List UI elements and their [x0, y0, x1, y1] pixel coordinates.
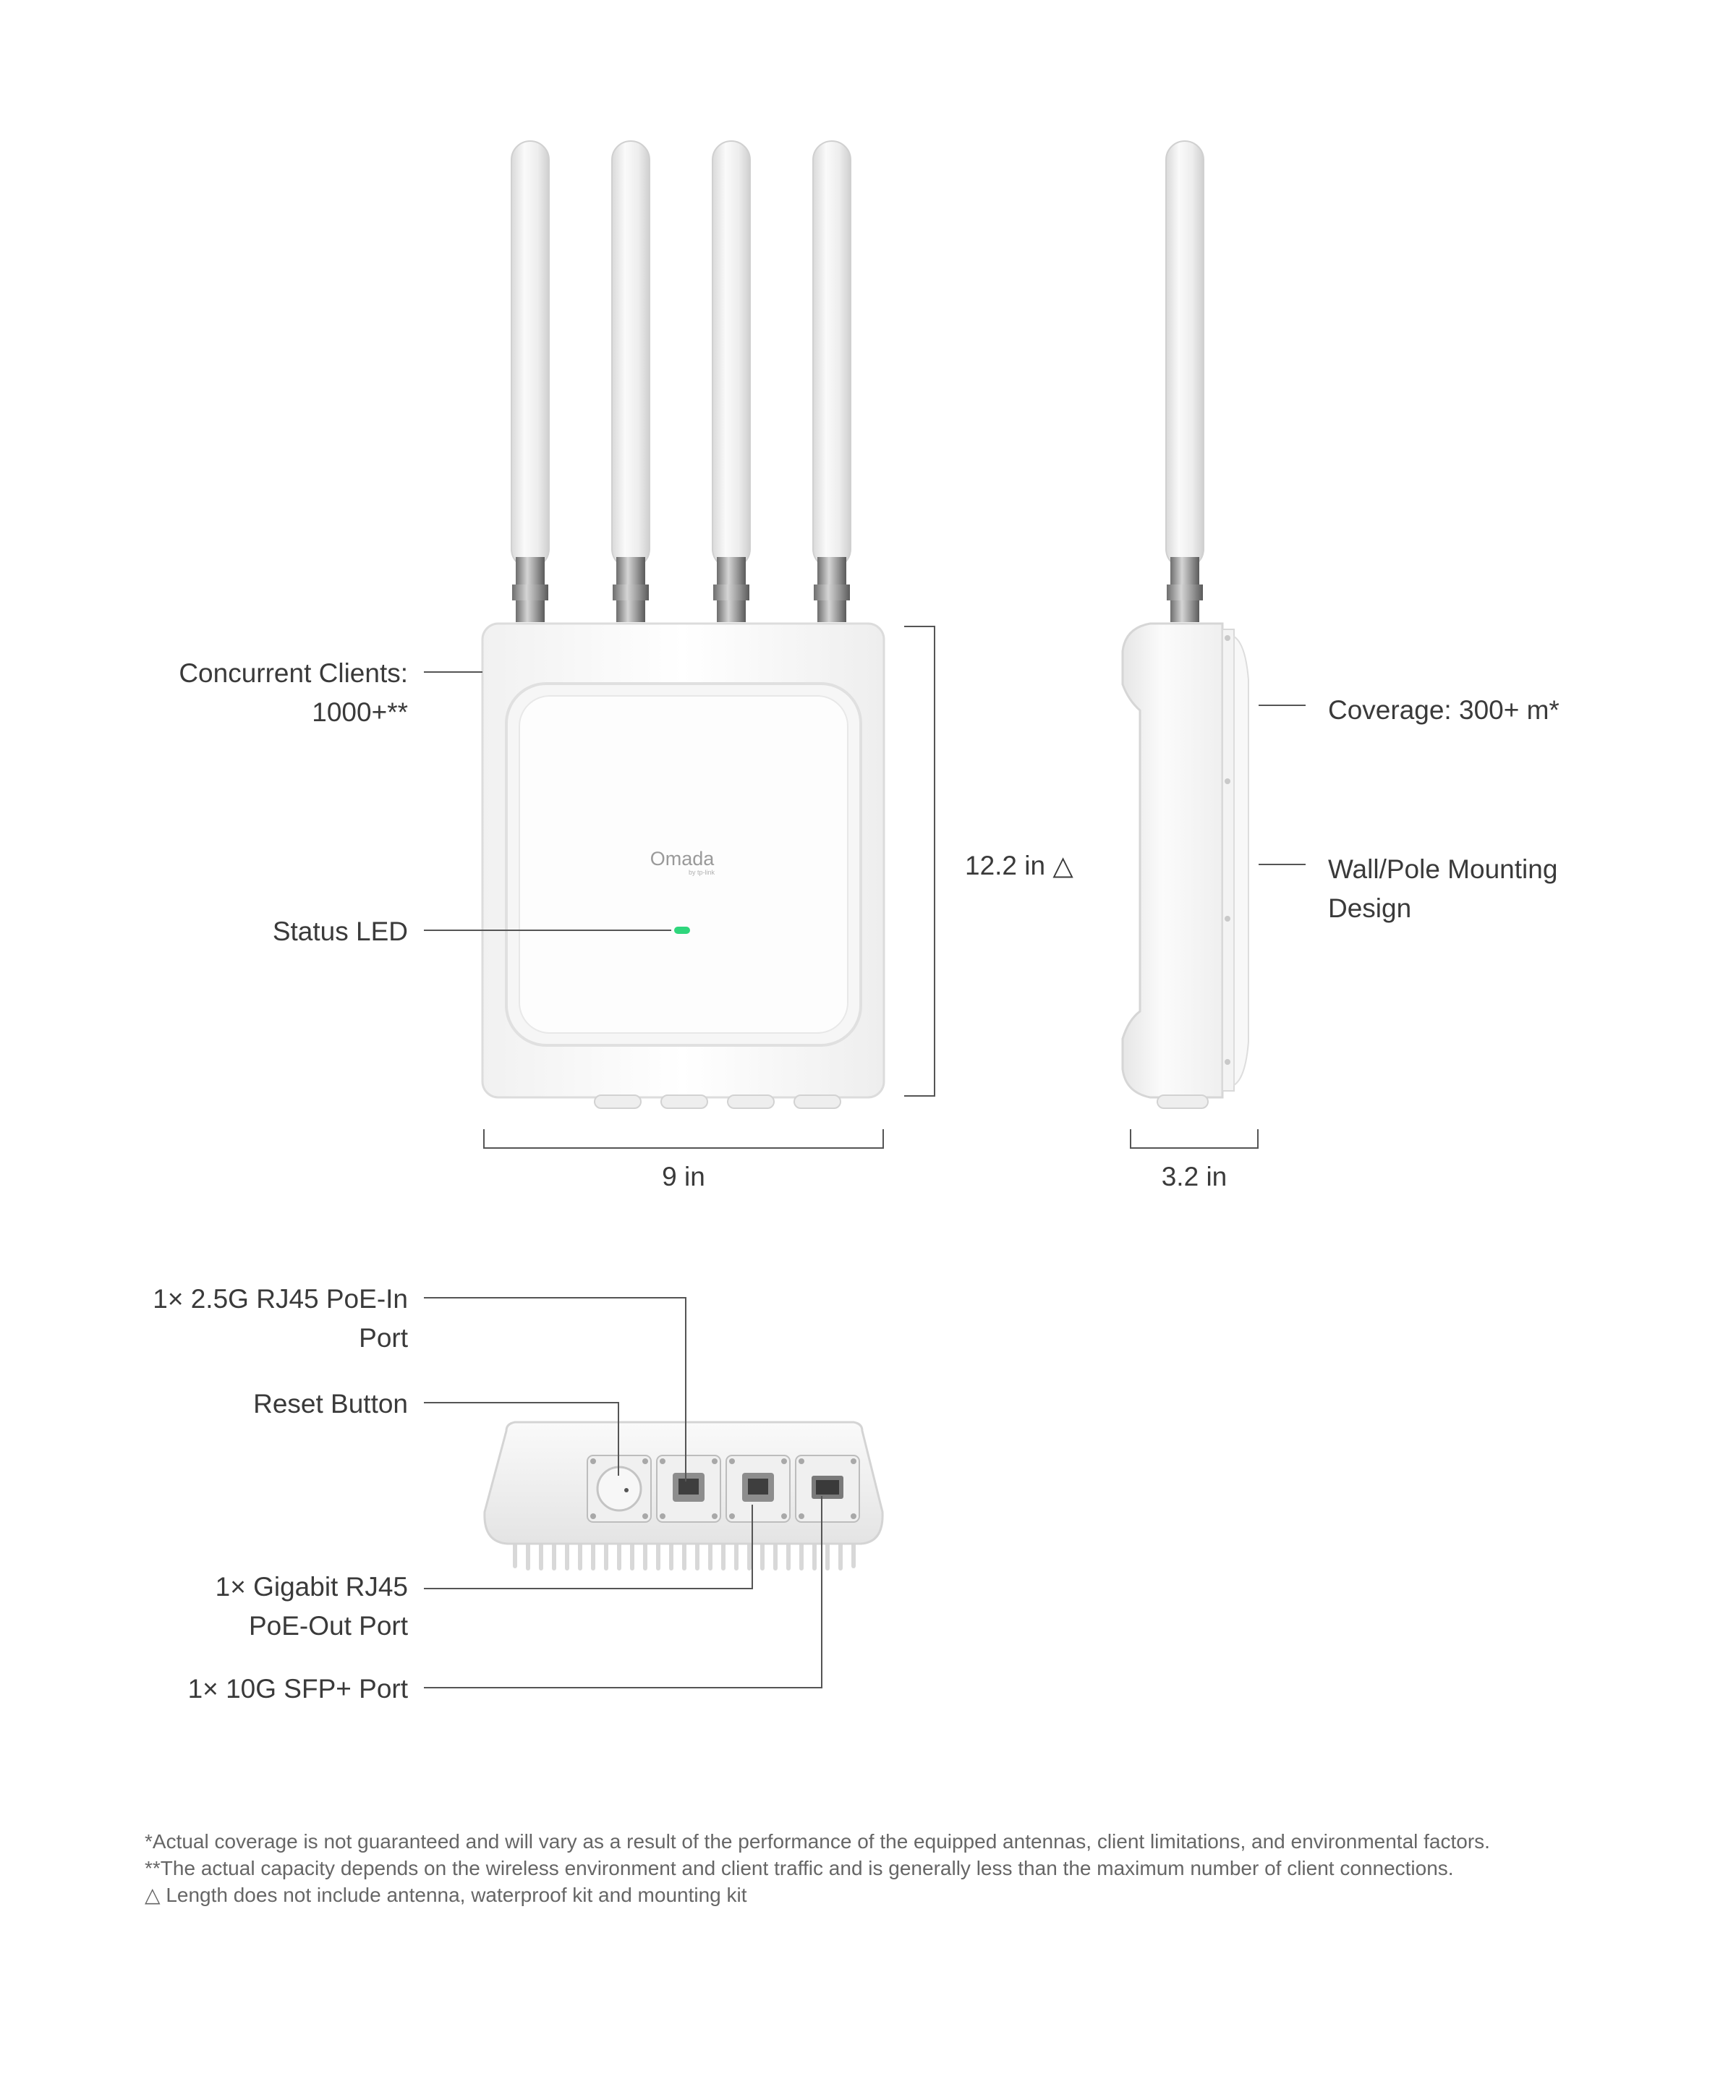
mounting-label	[1328, 850, 1557, 928]
cable-gland	[661, 1095, 707, 1108]
concurrent-clients-title: Concurrent Clients:	[179, 658, 408, 688]
side-body	[1123, 624, 1222, 1097]
cable-gland	[728, 1095, 774, 1108]
footnotes	[145, 1828, 1490, 1908]
sfp-port-label: 1× 10G SFP+ Port	[187, 1674, 408, 1704]
dimension-front-width	[484, 1129, 883, 1148]
antenna	[612, 141, 650, 622]
front-view	[482, 141, 884, 1108]
poe-in-port	[657, 1455, 720, 1522]
side-depth-dimension-label: 3.2 in	[1161, 1162, 1227, 1191]
dimension-side-depth	[1131, 1129, 1258, 1148]
footnote-length: △ Length does not include antenna, waterproof kit and mounting kit	[145, 1884, 747, 1906]
mounting-label-line1: Wall/Pole Mounting	[1328, 854, 1558, 884]
reset-button-label: Reset Button	[253, 1389, 408, 1419]
brand-sub: by tp-link	[688, 869, 715, 876]
antenna	[1166, 141, 1204, 622]
antenna	[511, 141, 549, 622]
status-led-label: Status LED	[272, 917, 408, 946]
concurrent-clients-value: 1000+**	[312, 697, 408, 727]
height-dimension-label: 12.2 in △	[965, 851, 1073, 880]
footnote-coverage: *Actual coverage is not guaranteed and will vary as a result of the performance of the equipped antennas, client limitations, and environmental factors.	[145, 1830, 1490, 1853]
status-led	[674, 927, 690, 934]
dimension-height	[904, 626, 935, 1096]
mounting-bracket	[1222, 629, 1234, 1091]
cable-gland	[595, 1095, 641, 1108]
poe-in-port-label	[153, 1280, 408, 1358]
footnote-capacity: **The actual capacity depends on the wireless environment and client traffic and is generally less than the maximum number of client connections.	[145, 1857, 1454, 1879]
brand-logo: Omada	[650, 848, 715, 870]
antenna	[712, 141, 750, 622]
coverage-label: Coverage: 300+ m*	[1328, 695, 1560, 725]
bottom-view	[485, 1422, 882, 1568]
mounting-label-line2: Design	[1328, 893, 1412, 923]
poe-in-port-label-line2: Port	[359, 1323, 408, 1353]
poe-in-port-label-line1: 1× 2.5G RJ45 PoE-In	[153, 1284, 408, 1314]
poe-out-port-label-line1: 1× Gigabit RJ45	[215, 1572, 408, 1602]
poe-out-port-label	[216, 1568, 408, 1646]
sfp-port	[796, 1455, 859, 1522]
side-view	[1123, 141, 1248, 1108]
front-width-dimension-label: 9 in	[662, 1162, 705, 1191]
poe-out-port-label-line2: PoE-Out Port	[248, 1611, 408, 1641]
cable-gland	[794, 1095, 841, 1108]
poe-out-port	[726, 1455, 790, 1522]
concurrent-clients-label	[179, 654, 408, 732]
antenna	[813, 141, 851, 622]
